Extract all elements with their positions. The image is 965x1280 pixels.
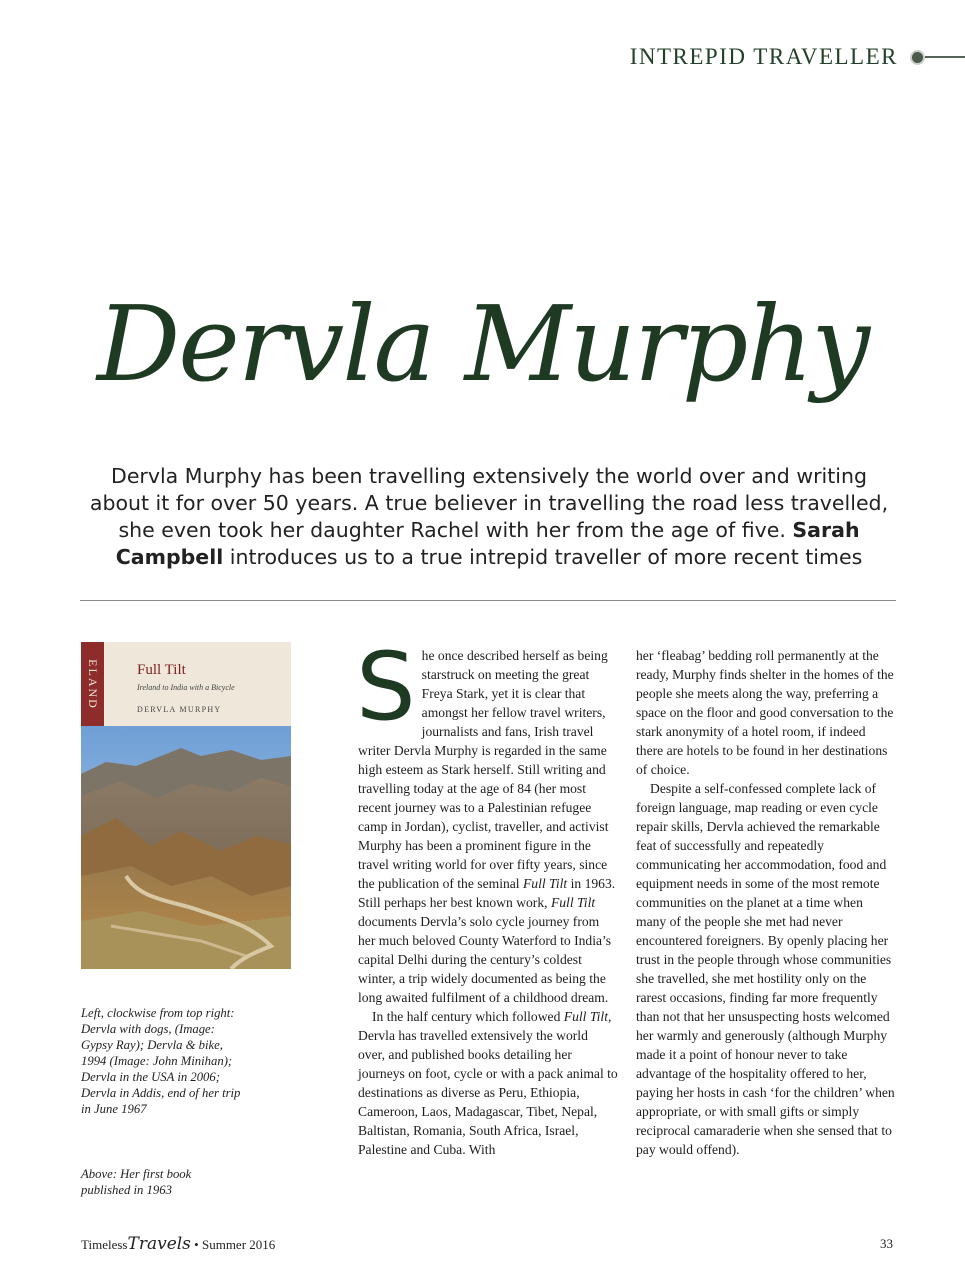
- photo-caption: Left, clockwise from top right: Dervla with dogs, (Image: Gypsy Ray); Dervla & bike, 1994 (Image: John Minihan); Dervla in the USA in 2006; Dervla in Addis, end of her trip in June 1967: [81, 1006, 241, 1116]
- book-title: Full Tilt: [522, 876, 568, 891]
- cover-title: Full Tilt: [137, 662, 186, 678]
- cover-publisher-spine: [81, 642, 104, 726]
- paragraph-text: he once described herself as being starstruck on meeting the great Freya Stark, yet it is clear that amongst her fellow travel writers, journalists and fans, Irish travel writer Dervla Murphy is regarded in the same high esteem as Stark herself. Still writing and travelling today at the age of 84 (her most recent journey was to a Palestinian refugee camp in Jordan), cyclist, traveller, and activist Murphy has been a prominent figure in the travel writing world for over fifty years, since the publication of the seminal: [358, 648, 609, 891]
- paragraph: her ‘fleabag’ bedding roll permanently at the ready, Murphy finds shelter in the homes of the people she meets along the way, preferring a space on the floor and good conversation to the stark anonymity of a hotel room, if indeed there are hotels to be found in her destinations of choice.: [636, 648, 894, 777]
- paragraph: [356, 633, 618, 1007]
- article-headline: Dervla Murphy: [96, 283, 869, 405]
- book-cover-image: [81, 642, 291, 969]
- magazine-name-script: Travels: [127, 1234, 191, 1254]
- drop-cap: S: [356, 633, 416, 742]
- paragraph-text: documents Dervla’s solo cycle journey from her much beloved County Waterford to India’s capital Delhi during the century’s coldest winter, a trip widely documented as being the long awaited fulfilment of a childhood dream.: [358, 914, 612, 1005]
- header-dot-icon: [910, 50, 925, 65]
- cover-publisher: ELAND: [86, 658, 101, 710]
- standfirst: [80, 463, 898, 571]
- cover-landscape-photo: [81, 726, 291, 969]
- cover-subtitle: Ireland to India with a Bicycle: [137, 683, 235, 692]
- standfirst-text: Dervla Murphy has been travelling extensively the world over and writing about it for over 50 years. A true believer in travelling the road less travelled, she even took her daughter Rachel with her from the age of five.: [89, 464, 889, 542]
- article-column-1: [356, 633, 618, 1159]
- header-rule: [925, 56, 965, 58]
- book-title: Full Tilt: [550, 895, 596, 910]
- issue-label: • Summer 2016: [194, 1237, 276, 1252]
- paragraph: Despite a self-confessed complete lack of foreign language, map reading or even cycle repair skills, Dervla achieved the remarkable feat of successfully and repeatedly communicating her accommodation, food and equipment needs in some of the most remote communities on the planet at a time when many of the people she met had never encountered foreigners. By openly placing her trust in the people through whose communities she travelled, she met hostility only on the rarest occasions, finding far more frequently than not that her unsuspecting hosts welcomed her warmly and generously (although Murphy made it a point of honour never to take advantage of the hospitality offered to her, paying her hosts in cash ‘for the children’ when appropriate, or with small gifts or simply reciprocal camaraderie when she sensed that to pay would offend).: [636, 781, 895, 1157]
- paragraph-text: In the half century which followed: [372, 1009, 561, 1024]
- standfirst-author: Sarah Campbell: [115, 518, 860, 569]
- paragraph-text: in 1963. Still perhaps her best known work,: [358, 876, 616, 910]
- section-divider: [80, 600, 896, 601]
- section-title: INTREPID TRAVELLER: [629, 44, 898, 69]
- paragraph-text: , Dervla has travelled extensively the world over, and published books detailing her journeys on foot, cycle or with a pack animal to destinations as diverse as Peru, Ethiopia, Cameroon, Laos, Madagascar, Tibet, Nepal, Baltistan, Romania, South Africa, Israel, Palestine and Cuba. With: [358, 1009, 618, 1157]
- book-caption: Above: Her first book published in 1963: [81, 1167, 192, 1197]
- section-header: [545, 42, 965, 72]
- book-title: Full Tilt: [563, 1009, 608, 1024]
- magazine-name: Timeless: [81, 1237, 128, 1252]
- page-number: 33: [880, 1236, 893, 1251]
- paragraph: [358, 1007, 618, 1159]
- article-column-2: [636, 646, 896, 1159]
- cover-author: DERVLA MURPHY: [137, 705, 222, 714]
- footer-magazine: [81, 1234, 275, 1254]
- standfirst-end: introduces us to a true intrepid traveller of more recent times: [229, 545, 863, 569]
